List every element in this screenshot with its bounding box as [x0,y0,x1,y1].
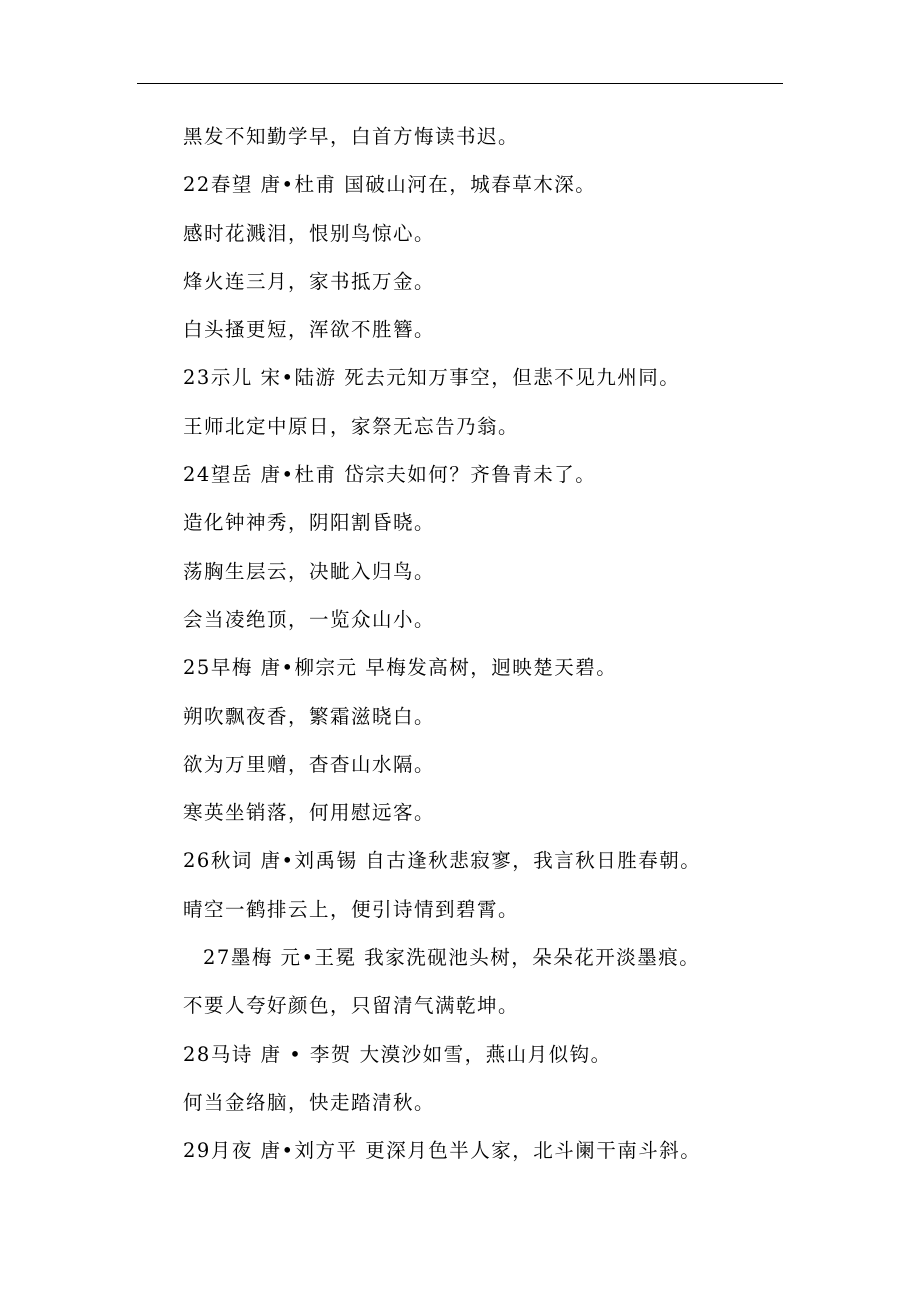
text-line: 24望岳 唐•杜甫 岱宗夫如何？齐鲁青未了。 [183,463,597,487]
text-line: 荡胸生层云，决眦入归鸟。 [183,559,436,583]
header-rule [137,83,783,84]
text-line: 25早梅 唐•柳宗元 早梅发高树，迥映楚天碧。 [183,656,618,680]
text-line: 22春望 唐•杜甫 国破山河在，城春草木深。 [183,173,597,197]
text-line: 欲为万里赠，杳杳山水隔。 [183,752,436,776]
text-line: 27墨梅 元•王冕 我家洗砚池头树，朵朵花开淡墨痕。 [203,946,701,970]
text-line: 寒英坐销落，何用慰远客。 [183,801,436,825]
text-line: 28马诗 唐 • 李贺 大漠沙如雪，燕山月似钩。 [183,1042,612,1066]
text-line: 白头搔更短，浑欲不胜簪。 [183,318,436,342]
text-line: 26秋词 唐•刘禹锡 自古逢秋悲寂寥，我言秋日胜春朝。 [183,849,702,873]
text-line: 王师北定中原日，家祭无忘告乃翁。 [183,414,520,438]
text-line: 朔吹飘夜香，繁霜滋晓白。 [183,704,436,728]
text-line: 烽火连三月，家书抵万金。 [183,269,436,293]
text-line: 不要人夸好颜色，只留清气满乾坤。 [183,994,520,1018]
text-line: 造化钟神秀，阴阳割昏晓。 [183,511,436,535]
text-line: 黑发不知勤学早，白首方悔读书迟。 [183,125,520,148]
text-line: 会当凌绝顶，一览众山小。 [183,607,436,631]
text-line: 感时花溅泪，恨别鸟惊心。 [183,221,436,245]
text-line: 23示儿 宋•陆游 死去元知万事空，但悲不见九州同。 [183,366,681,390]
poem-lines [183,113,883,1176]
text-line: 何当金络脑，快走踏清秋。 [183,1090,436,1114]
text-line: 29月夜 唐•刘方平 更深月色半人家，北斗阑干南斗斜。 [183,1139,702,1163]
text-line: 晴空一鹤排云上，便引诗情到碧霄。 [183,897,520,921]
